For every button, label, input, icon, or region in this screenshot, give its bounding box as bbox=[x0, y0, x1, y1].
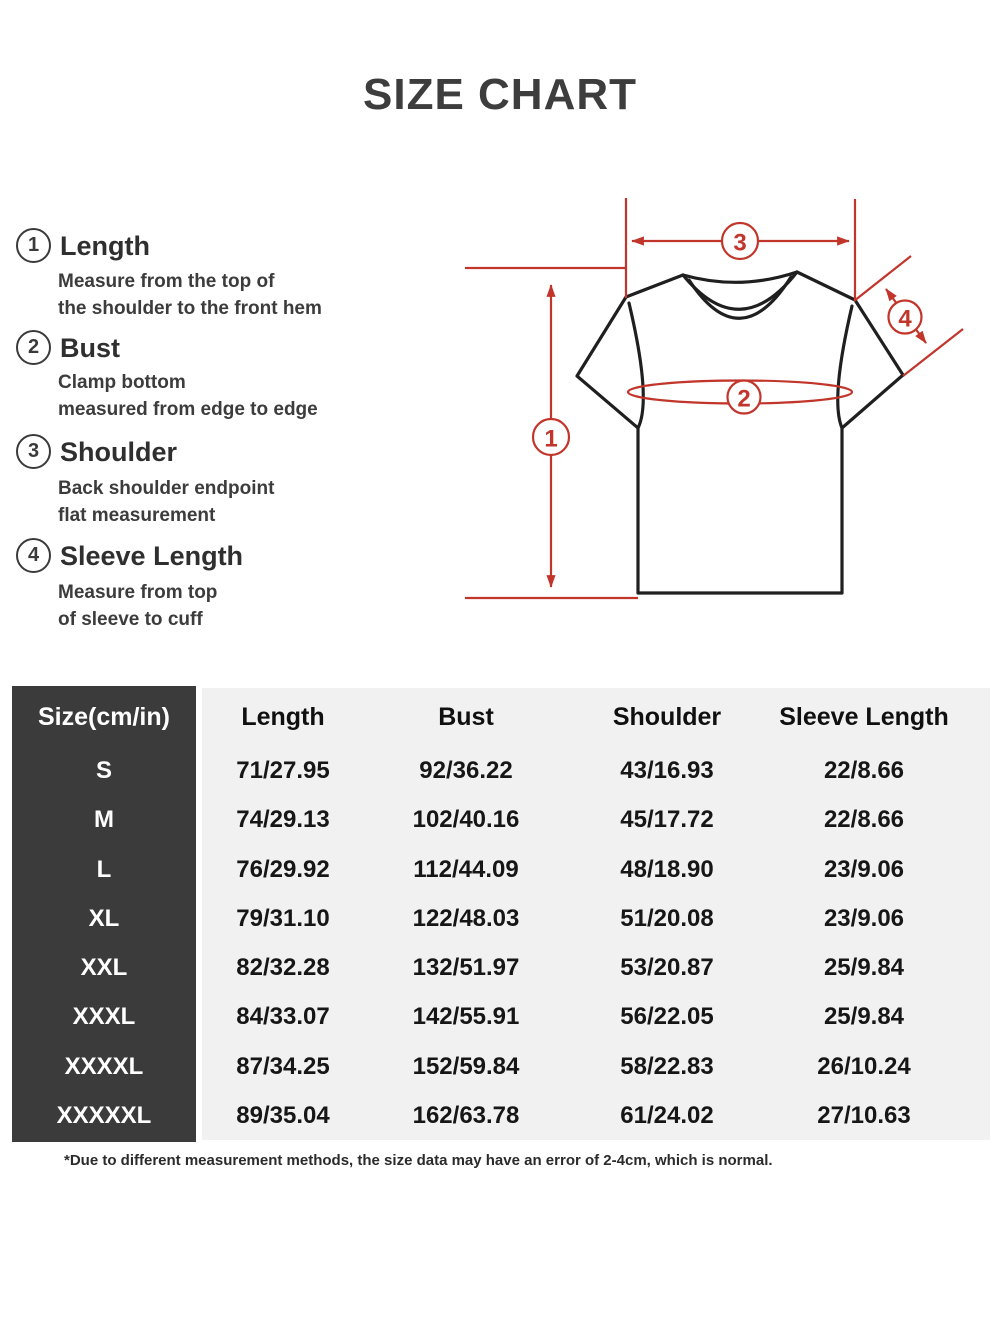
column-header-shoulder: Shoulder bbox=[612, 702, 722, 731]
size-label: M bbox=[94, 805, 114, 833]
sleeve-lower-reference-line bbox=[903, 329, 963, 376]
table-row-xxl: XXL 82/32.28 132/51.97 53/20.87 25/9.84 bbox=[12, 943, 962, 992]
column-header-bust: Bust bbox=[438, 702, 494, 731]
size-label: XL bbox=[88, 904, 120, 932]
page-title: SIZE CHART bbox=[363, 70, 637, 119]
diagram-label-2: 2 bbox=[737, 385, 751, 413]
size-label: XXXXL bbox=[64, 1052, 144, 1080]
column-header-sleeve-length: Sleeve Length bbox=[779, 702, 949, 731]
size-table bbox=[12, 686, 990, 1148]
legend-item-title: Length bbox=[60, 230, 150, 261]
size-label: XXXXXL bbox=[56, 1101, 152, 1129]
circled-number-2: 2 bbox=[16, 330, 51, 365]
table-header-row bbox=[12, 688, 962, 746]
circled-number-3: 3 bbox=[16, 434, 51, 469]
circled-number-4: 4 bbox=[16, 538, 51, 573]
legend-item-description: Measure from top of sleeve to cuff bbox=[58, 582, 218, 630]
column-header-length: Length bbox=[241, 702, 325, 731]
size-label: S bbox=[95, 756, 112, 784]
sleeve-upper-reference-line bbox=[854, 256, 911, 301]
legend-item-description: Measure from the top of the shoulder to the front hem bbox=[58, 271, 322, 319]
legend-item-title: Bust bbox=[60, 332, 120, 363]
legend-item-title: Shoulder bbox=[60, 436, 178, 467]
legend-item-description: Back shoulder endpoint flat measurement bbox=[58, 478, 275, 526]
circled-number-1: 1 bbox=[16, 228, 51, 263]
legend-item-title: Sleeve Length bbox=[60, 540, 244, 571]
table-row-s: S 71/27.95 92/36.22 43/16.93 22/8.66 bbox=[12, 746, 962, 795]
tshirt-outline bbox=[577, 272, 903, 593]
table-row-xxxl: XXXL 84/33.07 142/55.91 56/22.05 25/9.84 bbox=[12, 992, 962, 1041]
legend-item-description: Clamp bottom measured from edge to edge bbox=[58, 372, 318, 420]
size-label: L bbox=[96, 855, 112, 883]
tshirt-measurement-diagram bbox=[440, 180, 1000, 640]
legend-item-sleeve-length bbox=[16, 538, 243, 573]
table-row-xxxxxl: XXXXXL 89/35.04 162/63.78 61/24.02 27/10.63 bbox=[12, 1091, 962, 1140]
table-row-xxxxl: XXXXL 87/34.25 152/59.84 58/22.83 26/10.24 bbox=[12, 1042, 962, 1091]
legend-item-bust bbox=[16, 330, 120, 365]
size-label: XXL bbox=[80, 953, 128, 981]
diagram-label-3: 3 bbox=[733, 229, 747, 257]
table-row-xl: XL 79/31.10 122/48.03 51/20.08 23/9.06 bbox=[12, 894, 962, 943]
table-row-l: L 76/29.92 112/44.09 48/18.90 23/9.06 bbox=[12, 845, 962, 894]
corner-header: Size(cm/in) bbox=[38, 702, 170, 731]
measurement-disclaimer: *Due to different measurement methods, the size data may have an error of 2-4cm, which is normal. bbox=[64, 1152, 773, 1169]
size-label: XXXL bbox=[72, 1002, 136, 1030]
table-row-m: M 74/29.13 102/40.16 45/17.72 22/8.66 bbox=[12, 795, 962, 844]
diagram-label-1: 1 bbox=[544, 425, 558, 453]
diagram-label-4: 4 bbox=[898, 305, 912, 333]
legend-item-length bbox=[16, 228, 150, 263]
legend-item-shoulder bbox=[16, 434, 177, 469]
